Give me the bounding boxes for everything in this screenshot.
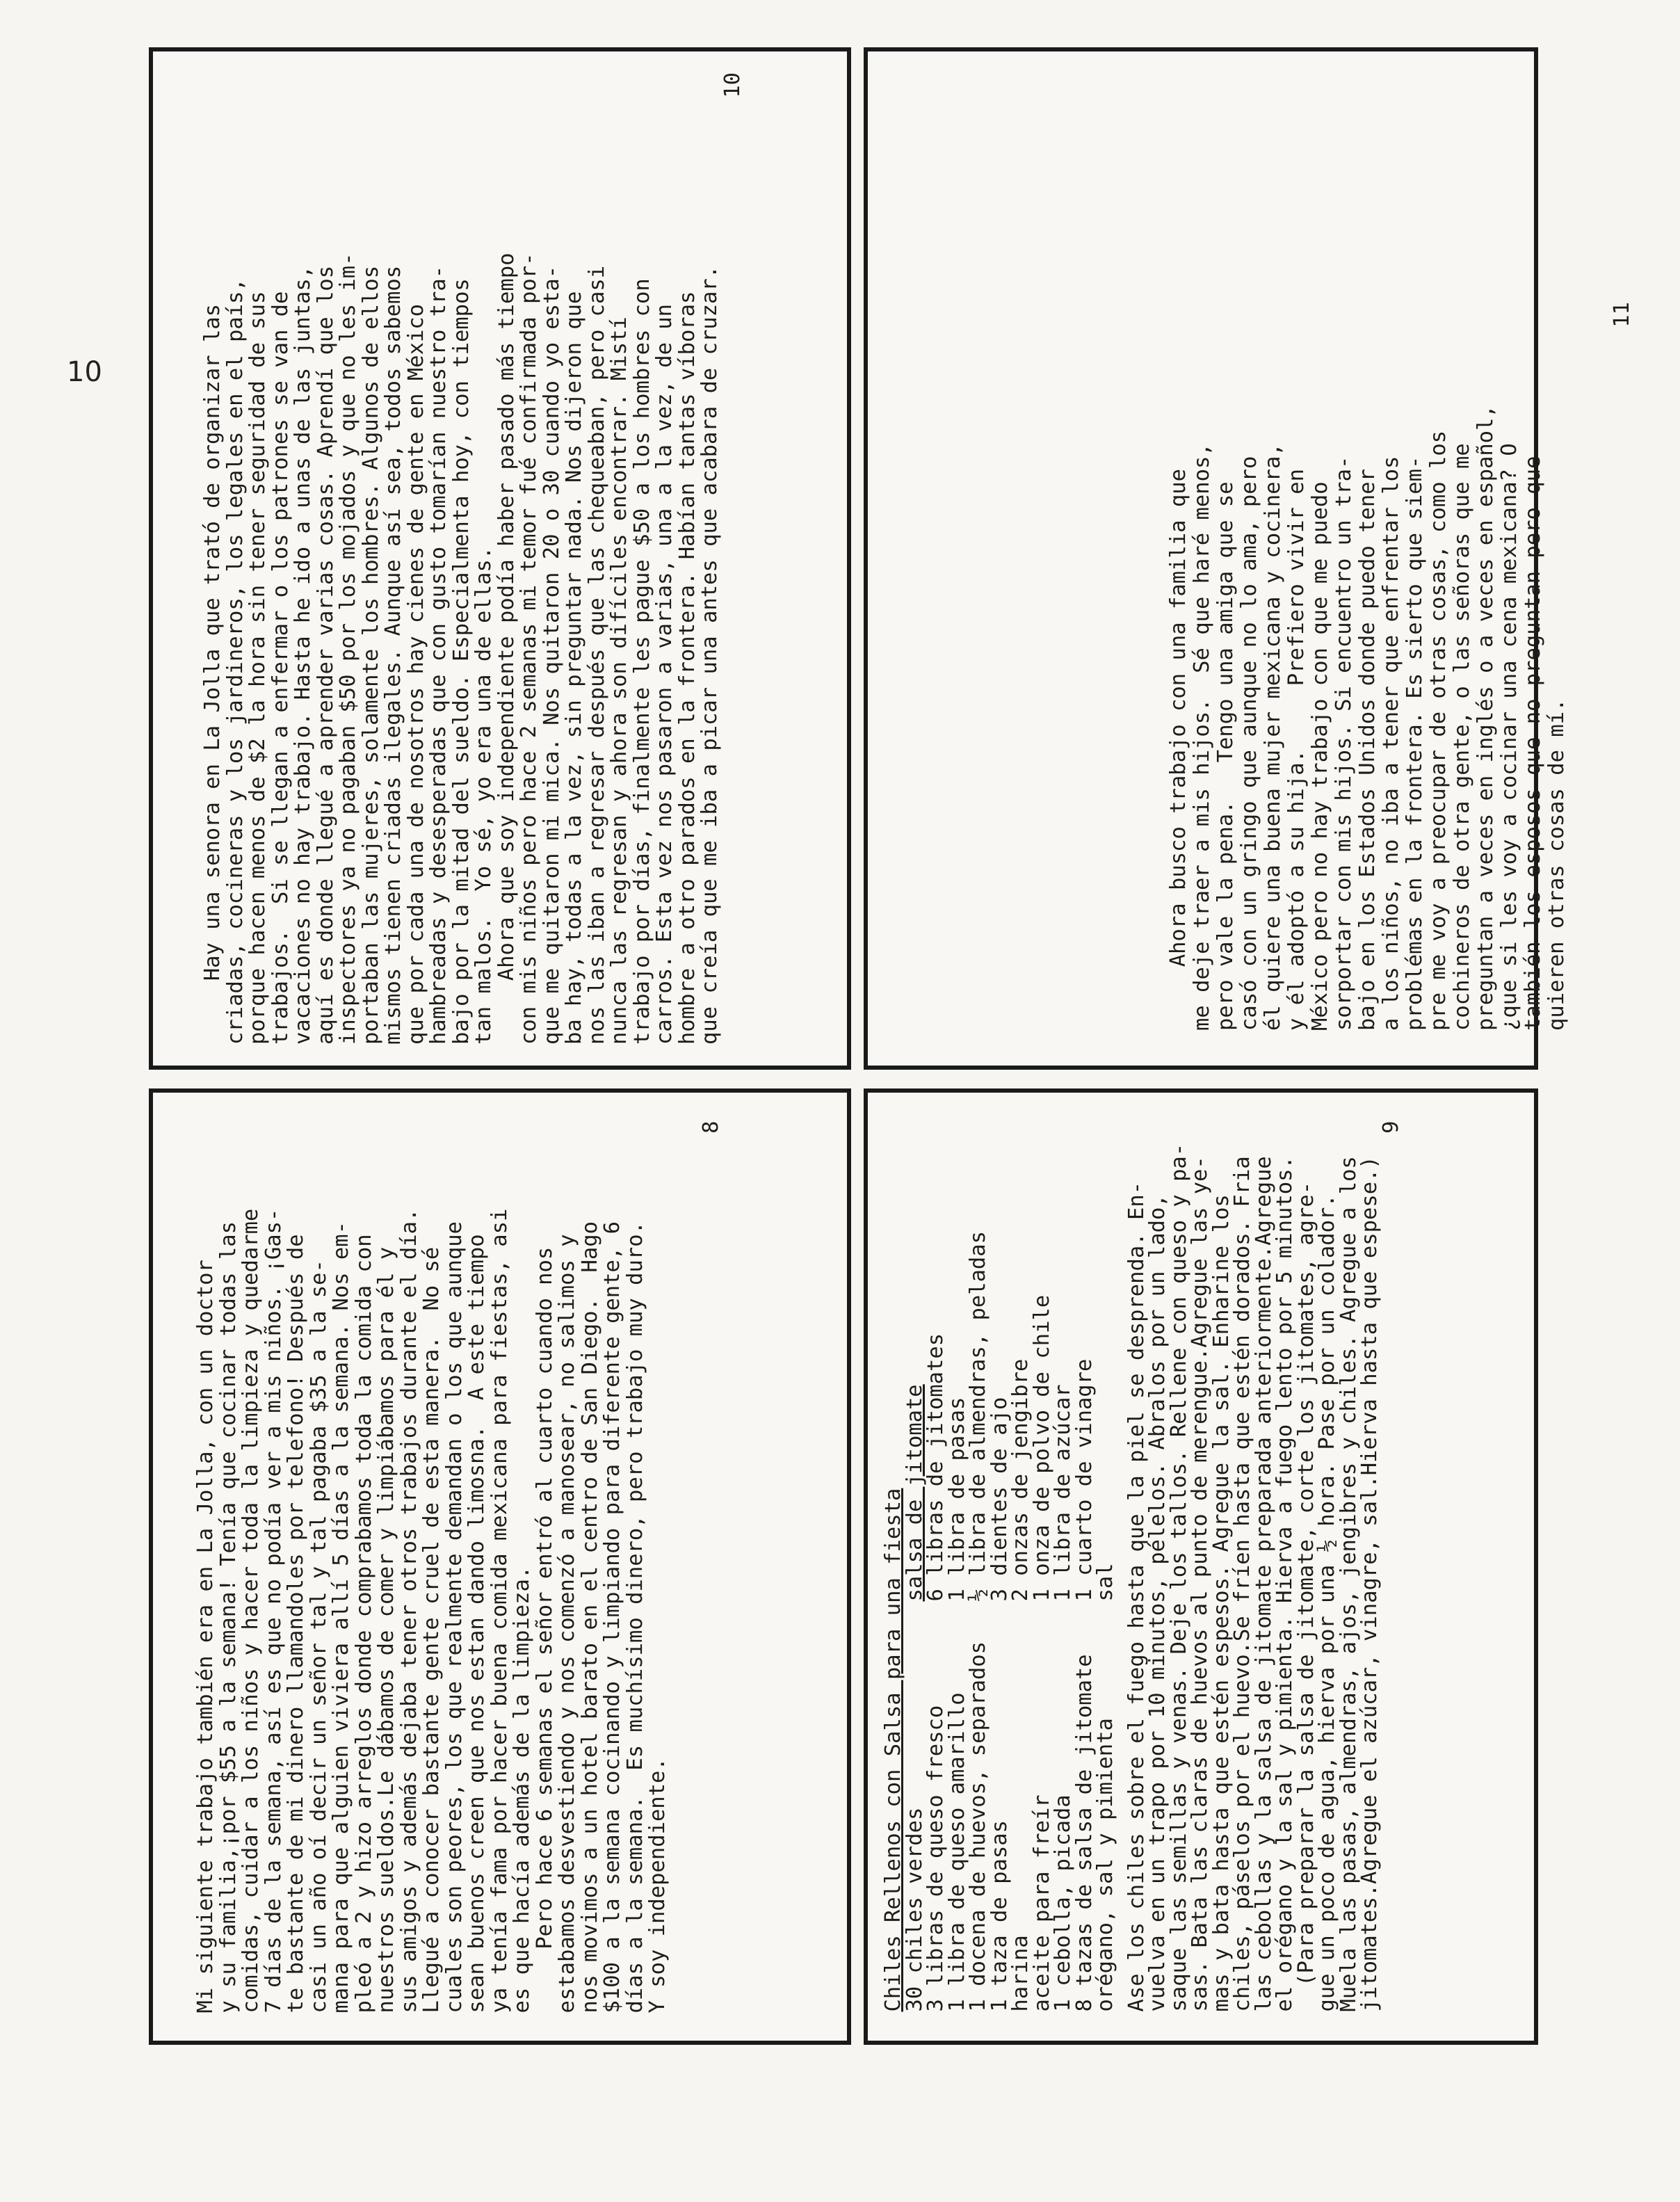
text-line: bajo por la mitad del sueldo. Especialmenta hoy, con tiempos [449, 278, 474, 1045]
ingredient-sauce: 1 cuarto de vinagre [1072, 1358, 1097, 1601]
text-line: ba hay, todas a la vez, sin preguntar nada. Nos dijeron que [562, 291, 586, 1045]
text-line: que por cada una de nosotros hay cienes de gente en México [403, 303, 428, 1045]
text-line: Ahora busco trabajo con una familia que [1166, 469, 1190, 1031]
instruction-line: vuelva en un trapo por 10 minutos, pélelos. Abralos por un lado, [1145, 1194, 1170, 2011]
page-number: 9 [1378, 1120, 1403, 1134]
instruction-line: Ase los chiles sobre el fuego hasta que la piel se desprenda. En- [1124, 1181, 1149, 2011]
ingredient-sauce: 6 libras de jitomates [923, 1333, 948, 1601]
story-page-8-panel [149, 1088, 851, 2045]
text-line: con mis niños pero hace 2 semanas mi temor fué confirmada por- [517, 252, 541, 1045]
text-line: Pero hace 6 semanas el señor entró al cuarto cuando nos [532, 1246, 557, 2013]
text-line: portaban las mujeres, solamente los hombres. Algunos de ellos [358, 265, 383, 1045]
text-line: cuales son peores, los que realmente demandan o los que aunque [442, 1221, 467, 2013]
text-line: nos las iban a regresar después que las chequeaban, pero casi [584, 265, 609, 1045]
text-line: tan malos. Yo sé, yo era una de ellas. [471, 546, 496, 1045]
instruction-line: mas y bata hasta que estén espesos. Agregue la sal. Enharine los [1209, 1194, 1234, 2011]
ingredient-main: 1 taza de pasas [987, 1819, 1012, 2011]
page-number: 10 [720, 72, 745, 98]
text-line: nos movimos a un hotel barato en el centro de San Diego. Hago [577, 1221, 602, 2013]
text-line: sus amigos y además dejaba tener otros trabajos durante el día. [396, 1208, 421, 2013]
text-line: quieren otras cosas de mí. [1544, 698, 1569, 1031]
ingredient-row [902, 1120, 927, 2011]
text-line: y él adoptó a su hija. Prefiero vivir en [1284, 469, 1309, 1031]
text-line: bajo en los Estados Unidos donde puedo tener [1355, 469, 1380, 1031]
text-line: porque hacen menos de $2 la hora sin tener seguridad de sus [245, 291, 270, 1045]
text-line: 7 días de la semana, así es que no podía ver a mis niños. ¡Gas- [261, 1208, 286, 2013]
text-line: aquí es donde llegué a aprender varias cosas. Aprendí que los [313, 265, 338, 1045]
ingredient-main: 30 chiles verdes [902, 1807, 927, 2011]
ingredient-row [987, 1120, 1012, 2011]
text-line: pleó a 2 y hizo arreglos donde comprabamos toda la comida con [351, 1233, 376, 2013]
story-page-10-panel [149, 47, 851, 1070]
page-folio: 10 [67, 356, 102, 388]
text-line: inspectores ya no pagaban $50 por los mojados y que no les im- [336, 252, 360, 1045]
text-line: también los esposos que no preguntan pero que [1521, 456, 1545, 1031]
ingredient-row [1074, 1120, 1096, 2011]
ingredient-main: aceite para freír [1029, 1794, 1054, 2011]
text-line: ¿que si les voy a cocinar una cena mexicana? O [1497, 443, 1521, 1031]
ingredient-row [1010, 1120, 1032, 2011]
text-line: problémas en la frontera. Es sierto que siem- [1403, 456, 1427, 1031]
text-line: y su familia,¡por $55 a la semana! Tenía que cocinar todas las [216, 1221, 241, 2013]
ingredient-row [1029, 1120, 1054, 2011]
ingredient-main: 8 tazas de salsa de jitomate [1072, 1653, 1097, 2011]
text-line: nuestros sueldos.Le dábamos de comer y limpiábamos para él y [374, 1246, 398, 2013]
page-number: 11 [1610, 302, 1634, 328]
text-line: vacaciones no hay trabajo. Hasta he ido a unas de las juntas, [291, 265, 315, 1045]
ingredient-main: orégano, sal y pimienta [1093, 1717, 1117, 2011]
instruction-line: gue un poco de agua, hierva por una ½ hora. Pase por un colador. [1315, 1194, 1339, 2011]
text-line: casó con un gringo que aunque no lo ama, pero [1237, 456, 1261, 1031]
instruction-line: las cebollas y la salsa de jitomate preparada anteriormente.Agregue [1251, 1155, 1276, 2011]
ingredient-row [1095, 1120, 1117, 2011]
text-line: hambreadas y desesperadas que con gusto tomarían nuestro tra- [426, 265, 451, 1045]
instruction-line: Muela las pasas, almendras, ajos, jengibres y chiles. Agregue a los [1336, 1155, 1361, 2011]
ingredient-row [944, 1120, 969, 2011]
instruction-line: (Para preparar la salsa de jitomate, corte los jitomates, agre- [1293, 1181, 1318, 2011]
ingredient-main: 1 docena de huevos, separados [966, 1641, 990, 2011]
text-line: comidas, cuidar a los niños y hacer toda la limpieza y quedarme [239, 1208, 263, 2013]
ingredient-sauce: 1 libra de pasas [944, 1397, 969, 1601]
ingredient-row [923, 1120, 948, 2011]
text-line: Llegué a conocer bastante gente cruel de esta manera. No sé [419, 1246, 444, 2013]
ingredient-sauce: 1 libra de azúcar [1051, 1383, 1075, 1601]
text-line: días a la semana. Es muchísimo dinero, pero trabajo muy duro. [622, 1221, 647, 2013]
text-line: a los niños, no iba a tener que enfrentar los [1379, 456, 1403, 1031]
ingredient-main: harina [1008, 1934, 1033, 2011]
recipe-title: Chiles Rellenos con Salsa para una fiesta [881, 1488, 905, 2011]
text-line: nunca las regresan y ahora son difíciles encontrar. Mistí [607, 316, 631, 1045]
text-line: Mi siguiente trabajo también era en La Jolla, con un doctor [193, 1259, 218, 2013]
ingredient-sauce: 3 dientes de ajo [987, 1397, 1012, 1601]
ingredient-sauce: ½ libra de almendras, peladas [966, 1230, 990, 1601]
text-line: pero vale la pena. Tengo una amiga que se [1213, 481, 1238, 1031]
text-line: Hay una senora en La Jolla que trató de organizar las [200, 303, 225, 1045]
ingredient-main: 1 cebolla, picada [1051, 1794, 1075, 2011]
instruction-line: chiles, páselos por el huevo.Se fríen hasta que estén dorados. Fria [1230, 1155, 1254, 2011]
text-line: que me quitaron mi mica. Nos quitaron 20 o 30 cuando yo esta- [539, 265, 564, 1045]
story-page-11-text [868, 51, 1634, 1066]
instruction-line: el orégano y la sal y pimienta. Hierva a fuego lento por 5 minutos. [1273, 1155, 1297, 2011]
text-line: cochineros de otra gente, o las señoras que me [1450, 443, 1474, 1031]
instruction-line: saque las semillas y venas. Deje los tallos. Rellene con queso y pa- [1166, 1143, 1191, 2011]
sauce-header: salsa de jitomate [902, 1383, 927, 1601]
text-line: hombre a otro parados en la frontera. Habían tantas víboras [675, 291, 700, 1045]
text-line: él quiere una buena mujer mexicana y cocinera, [1261, 443, 1285, 1031]
ingredient-sauce: 1 onza de polvo de chile [1029, 1294, 1054, 1601]
story-page-11-panel [864, 47, 1634, 1070]
text-line: mismos tienen criadas ilegales. Aunque así sea, todos sabemos [381, 265, 405, 1045]
ingredient-row [968, 1120, 990, 2011]
recipe-page-9-panel [864, 1088, 1538, 2045]
ingredient-sauce: 2 onzas de jengibre [1008, 1358, 1033, 1601]
text-line: carros. Esta vez nos pasaron a varias, una a la vez, de un [652, 303, 677, 1045]
text-line: sean buenos creen que nos estan dando limosna. A este tiempo [465, 1233, 489, 2013]
text-line: Y soy independiente. [645, 1757, 670, 2013]
text-line: sorportar con mis hijos. Si encuentro un tra- [1332, 456, 1356, 1031]
text-line: trabajos. Si se llegan a enfermar o los patrones se van de [268, 291, 293, 1045]
text-line: mana para que alguien viviera allí 5 días a la semana. Nos em- [329, 1221, 353, 2013]
text-line: me deje traer a mis hijos. Sé que haré menos, [1190, 443, 1214, 1031]
story-page-8-text [153, 1093, 847, 2041]
text-line: es que hacía además de la limpieza. [510, 1566, 534, 2013]
text-line: estabamos desvestiendo y nos comenzó a manosear, no salimos y [555, 1233, 579, 2013]
text-line: $100 a la semana cocinando y limpiando para diferente gente, 6 [600, 1221, 624, 2013]
text-line: trabajo por días, finalmente les pague $50 a los hombres con [629, 278, 654, 1045]
instruction-line: sas. Bata las claras de huevos al punto de merengue.Agregue las ye- [1188, 1155, 1212, 2011]
text-line: preguntan a veces en inglés o a veces en español, [1473, 405, 1498, 1031]
text-line: te bastante de mi dinero llamandoles por telefono! Después de [284, 1233, 308, 2013]
text-line: criadas, cocineras y los jardineros, los legales en el país, [223, 278, 248, 1045]
ingredient-row [1053, 1120, 1074, 2011]
text-line: casi un año oí decir un señor tal y tal pagaba $35 a la se- [306, 1259, 331, 2013]
instruction-line: jitomates.Agregue el azúcar, vinagre, sal.Hierva hasta que espese.) [1357, 1155, 1382, 2011]
text-line: Ahora que soy independiente podía haber pasado más tiempo [494, 252, 519, 1045]
recipe-text [868, 1093, 1534, 2041]
ingredient-main: 1 libra de queso amarillo [944, 1691, 969, 2011]
story-page-10-text [153, 51, 847, 1066]
text-line: que creía que me iba a picar una antes que acabara de cruzar. [697, 265, 722, 1045]
text-line: ya tenía fama por hacer buena comida mexicana para fiestas, asi [487, 1208, 512, 2013]
ingredient-main: 3 libras de queso fresco [923, 1705, 948, 2011]
text-line: México pero no hay trabajo con que me puedo [1308, 481, 1332, 1031]
page-number: 8 [698, 1120, 723, 1134]
ingredient-sauce: sal [1093, 1562, 1117, 1601]
text-line: pre me voy a preocupar de otras cosas, como los [1426, 430, 1451, 1031]
